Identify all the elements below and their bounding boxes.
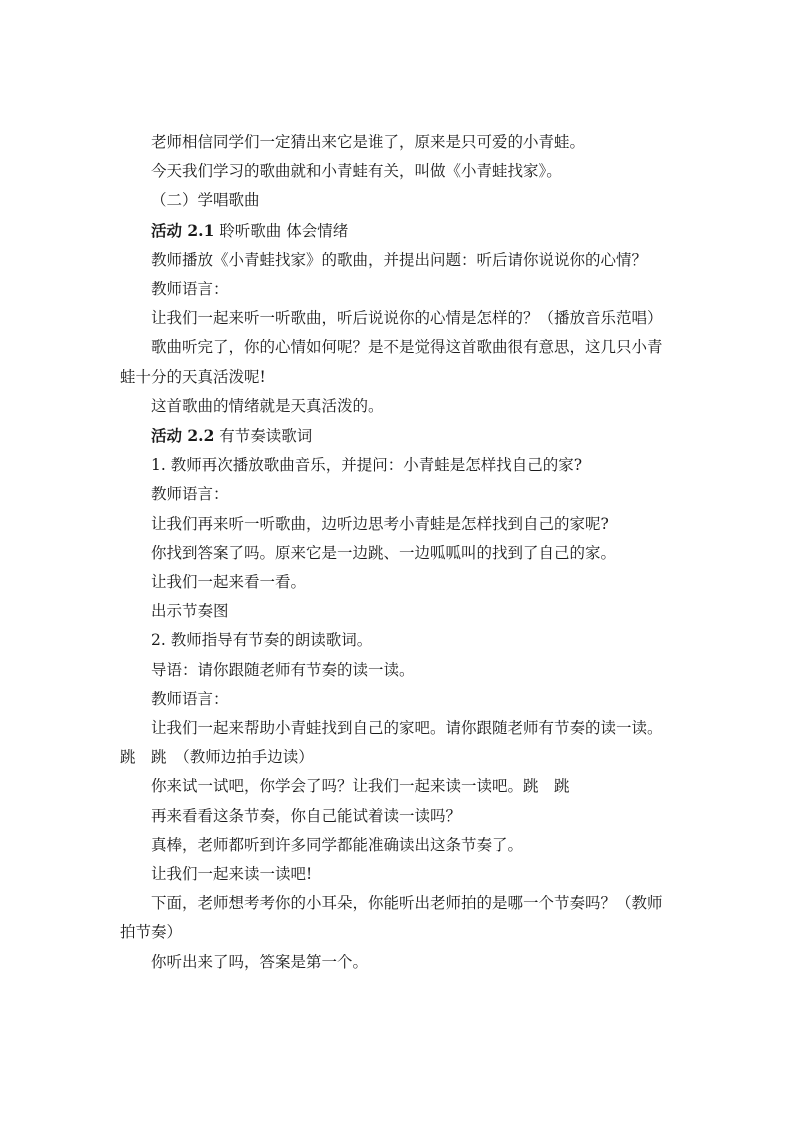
- paragraph: 教师播放《小青蛙找家》的歌曲，并提出问题：听后请你说说你的心情？: [151, 250, 648, 269]
- activity-title: 聆听歌曲 体会情绪: [214, 221, 349, 240]
- activity-label: 活动 2.2: [151, 426, 215, 446]
- paragraph: 教师语言：: [151, 280, 229, 299]
- paragraph: 你听出来了吗，答案是第一个。: [151, 952, 369, 971]
- paragraph: 导语：请你跟随老师有节奏的读一读。: [151, 660, 415, 679]
- paragraph: 教师语言：: [151, 485, 229, 504]
- paragraph: 这首歌曲的情绪就是天真活泼的。: [151, 396, 384, 415]
- paragraph: 老师相信同学们一定猜出来它是谁了，原来是只可爱的小青蛙。: [151, 133, 586, 151]
- activity-title: 有节奏读歌词: [214, 427, 313, 446]
- paragraph: 让我们一起来看一看。: [151, 573, 307, 592]
- paragraph: 下面，老师想考考你的小耳朵，你能听出老师拍的是哪一个节奏吗？（教师拍节奏）: [120, 894, 663, 942]
- paragraph: 你来试一试吧，你学会了吗？让我们一起来读一读吧。跳 跳: [151, 777, 570, 796]
- paragraph: 出示节奏图: [151, 602, 229, 621]
- paragraph: 教师语言：: [151, 689, 229, 708]
- document-body: [120, 128, 676, 977]
- paragraph: 再来看看这条节奏，你自己能试着读一读吗？: [151, 806, 462, 825]
- section-heading: （二）学唱歌曲: [151, 191, 260, 210]
- paragraph: 你找到答案了吗。原来它是一边跳、一边呱呱叫的找到了自己的家。: [151, 543, 617, 562]
- paragraph: 让我们一起来读一读吧!: [151, 865, 313, 884]
- paragraph: 2. 教师指导有节奏的朗读歌词。: [151, 631, 373, 650]
- paragraph: 今天我们学习的歌曲就和小青蛙有关，叫做《小青蛙找家》。: [151, 162, 562, 181]
- activity-heading: [120, 216, 676, 246]
- activity-heading: [120, 421, 676, 451]
- paragraph: 真棒，老师都听到许多同学都能准确读出这条节奏了。: [151, 835, 524, 854]
- paragraph: 歌曲听完了，你的心情如何呢？是不是觉得这首歌曲很有意思，这几只小青蛙十分的天真活泼呢!: [120, 338, 663, 386]
- paragraph: 让我们再来听一听歌曲，边听边思考小青蛙是怎样找到自己的家呢?: [151, 514, 609, 533]
- paragraph: 1. 教师再次播放歌曲音乐，并提问：小青蛙是怎样找自己的家?: [151, 456, 583, 475]
- paragraph: 让我们一起来帮助小青蛙找到自己的家吧。请你跟随老师有节奏的读一读。跳 跳 （教师边拍手边读）: [120, 719, 663, 767]
- paragraph: 让我们一起来听一听歌曲，听后说说你的心情是怎样的？（播放音乐范唱）: [151, 309, 663, 328]
- activity-label: 活动 2.1: [151, 220, 215, 240]
